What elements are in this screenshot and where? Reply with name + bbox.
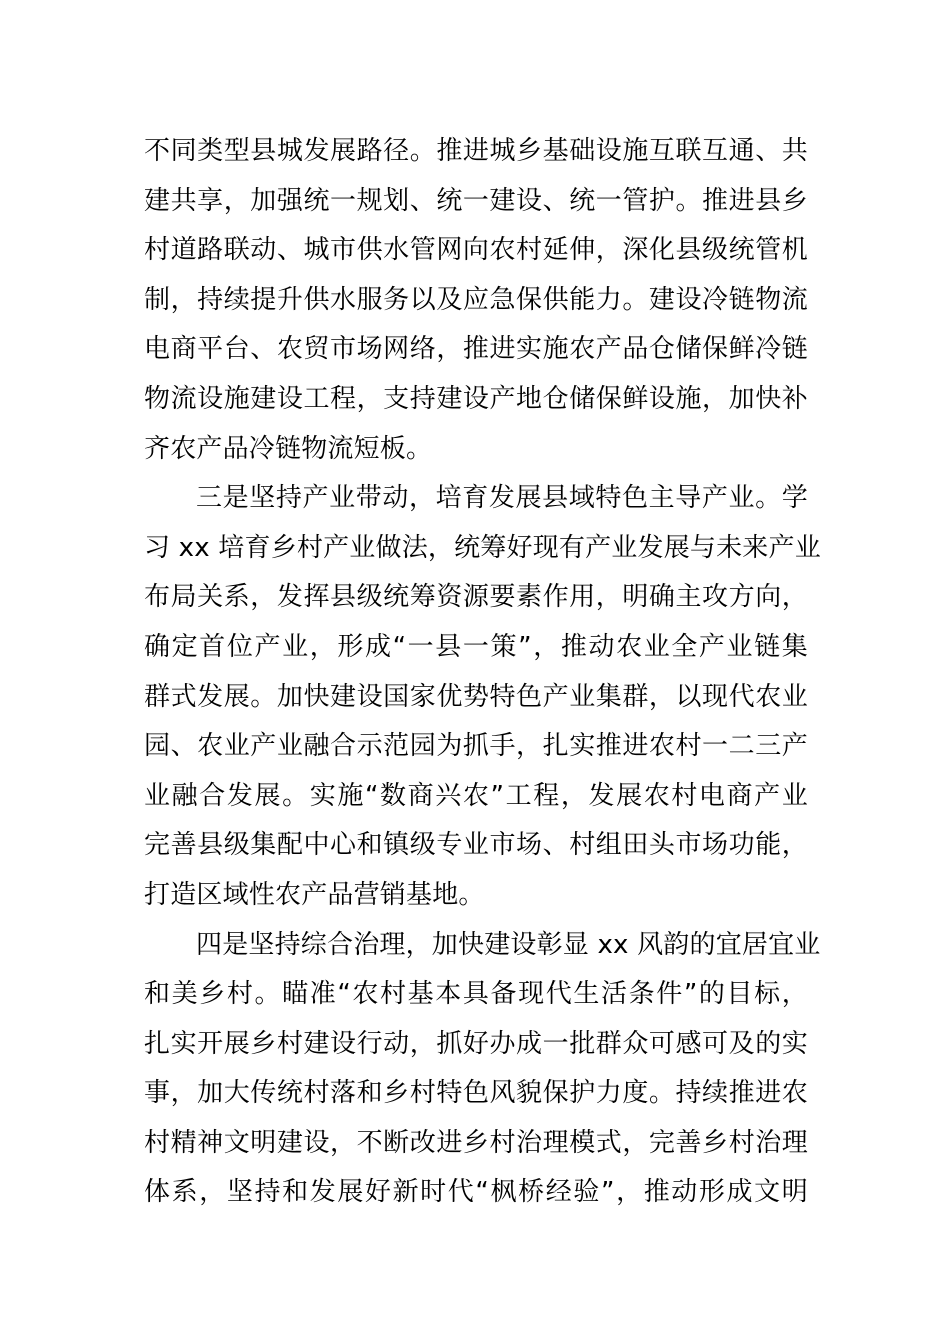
text-line: 完善县级集配中心和镇级专业市场、村组田头市场功能， [144,830,808,861]
paragraph [144,127,808,474]
text-line: 电商平台、农贸市场网络，推进实施农产品仓储保鲜冷链 [144,334,808,365]
text-line: 齐农产品冷链物流短板。 [144,433,433,464]
text-line: 群式发展。加快建设国家优势特色产业集群，以现代农业 [144,681,808,712]
text-line: 布局关系，发挥县级统筹资源要素作用，明确主攻方向， [144,582,808,613]
text-line: 确定首位产业，形成“一县一策”，推动农业全产业链集 [144,631,808,662]
text-line: 三是坚持产业带动，培育发展县域特色主导产业。学 [196,483,808,514]
paragraph [144,474,821,920]
text-line: 打造区域性农产品营销基地。 [144,879,485,910]
text-line: 园、农业产业融合示范园为抓手，扎实推进农村一二三产 [144,731,808,762]
text-line: 村道路联动、城市供水管网向农村延伸，深化县级统管机 [144,235,808,266]
text-line: 四是坚持综合治理，加快建设彰显 xx 风韵的宜居宜业 [196,929,821,960]
text-line: 业融合发展。实施“数商兴农”工程，发展农村电商产业 [144,780,808,811]
text-line: 习 xx 培育乡村产业做法，统筹好现有产业发展与未来产业 [144,532,821,563]
text-line: 和美乡村。瞄准“农村基本具备现代生活条件”的目标， [144,979,808,1010]
text-line: 建共享，加强统一规划、统一建设、统一管护。推进县乡 [144,185,808,216]
text-line: 物流设施建设工程，支持建设产地仓储保鲜设施，加快补 [144,383,808,414]
text-line: 村精神文明建设，不断改进乡村治理模式，完善乡村治理 [144,1127,808,1158]
text-line: 制，持续提升供水服务以及应急保供能力。建设冷链物流 [144,284,808,315]
text-line: 事，加大传统村落和乡村特色风貌保护力度。持续推进农 [144,1078,808,1109]
text-line: 扎实开展乡村建设行动，抓好办成一批群众可感可及的实 [144,1028,808,1059]
text-line: 体系，坚持和发展好新时代“枫桥经验”，推动形成文明 [144,1177,808,1208]
paragraph [144,921,821,1219]
document-body [144,127,821,1218]
text-line: 不同类型县城发展路径。推进城乡基础设施互联互通、共 [144,136,808,166]
